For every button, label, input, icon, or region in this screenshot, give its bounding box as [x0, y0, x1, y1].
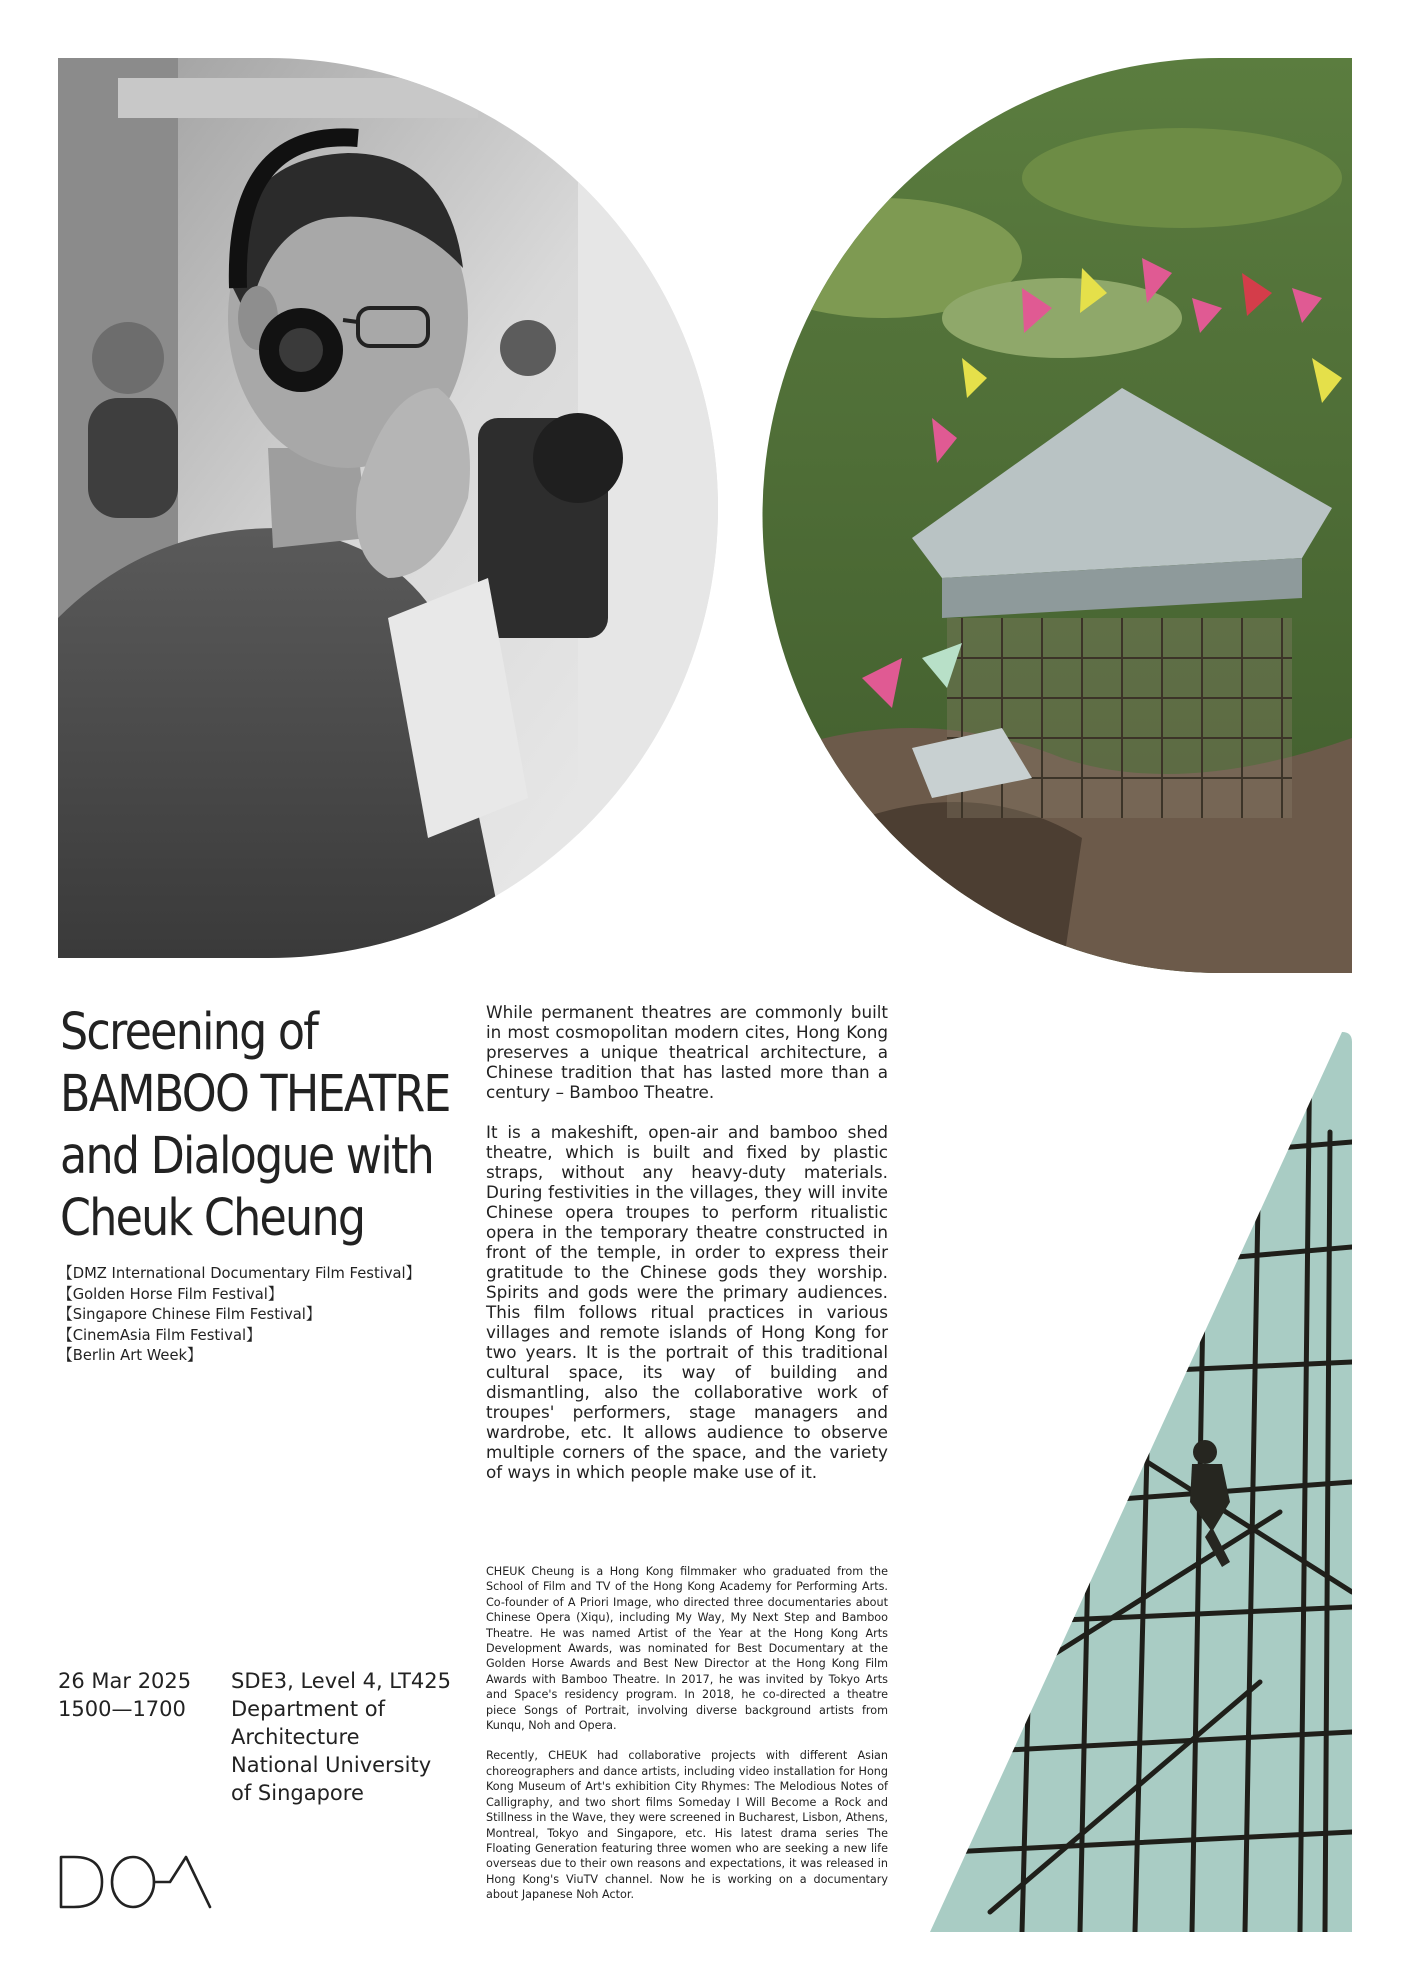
doa-logo — [58, 1854, 213, 1910]
venue-line: National University — [231, 1753, 432, 1777]
festival-item: 【DMZ International Documentary Film Festival】 — [58, 1264, 421, 1282]
event-title — [60, 1002, 450, 1250]
event-datetime — [58, 1667, 233, 1723]
title-line-2: BAMBOO THEATRE — [60, 1065, 450, 1124]
synopsis-paragraph-2: It is a makeshift, open-air and bamboo shed theatre, which is built and fixed by plastic straps, without any heavy-duty materials. During festivities in the villages, they will invite Chinese opera troupes to perform ritualistic opera in the temporary theatre constructed in front of the temple, in order to express their gratitude to the Chinese gods they worship. Spirits and gods were the primary audiences. This film follows ritual practices in various villages and remote islands of Hong Kong for two years. It is the portrait of this traditional cultural space, its way of building and dismantling, also the collaborative work of troupes' performers, stage managers and wardrobe, etc. It allows audience to observe multiple corners of the space, and the variety of ways in which people make use of it. — [486, 1122, 888, 1482]
film-synopsis — [486, 1002, 888, 1502]
festival-list — [58, 1263, 457, 1366]
bamboo-theatre-photo — [762, 58, 1352, 973]
festival-item: 【Berlin Art Week】 — [58, 1346, 202, 1364]
title-line-4: Cheuk Cheung — [60, 1189, 365, 1248]
venue-line: Department of — [231, 1697, 385, 1721]
festival-item: 【Singapore Chinese Film Festival】 — [58, 1305, 321, 1323]
festival-item: 【Golden Horse Film Festival】 — [58, 1284, 283, 1303]
title-line-1: Screening of — [60, 1003, 318, 1062]
bio-paragraph-2: Recently, CHEUK had collaborative projects with different Asian choreographers and dance artists, including video installation for Hong Kong Museum of Art's exhibition City Rhymes: The Melodious Notes of Calligraphy, and two short films Someday I Will Become a Rock and Stillness in the Wave, they were screened in Bucharest, Lisbon, Athens, Montreal, Tokyo and Singapore, etc. His latest drama series The Floating Generation featuring three women who are seeking a new life overseas due to their own reasons and expectations, it was released in Hong Kong's ViuTV channel. Now he is working on a documentary about Japanese Noh Actor. — [486, 1749, 888, 1902]
event-date: 26 Mar 2025 — [58, 1669, 192, 1693]
event-time: 1500—1700 — [58, 1697, 186, 1721]
director-portrait-photo — [58, 58, 718, 958]
festival-item: 【CinemAsia Film Festival】 — [58, 1325, 261, 1344]
venue-line: Architecture — [231, 1725, 360, 1749]
venue-line: of Singapore — [231, 1781, 364, 1805]
bio-paragraph-1: CHEUK Cheung is a Hong Kong filmmaker who graduated from the School of Film and TV of the Hong Kong Academy for Performing Arts. Co-founder of A Priori Image, who directed three documentaries about Chinese Opera (Xiqu), including My Way, My Next Step and Bamboo Theatre. He was named Artist of the Year at the Hong Kong Arts Development Awards, was nominated for Best Documentary at the Golden Horse Awards and Best New Director at the Hong Kong Film Awards with Bamboo Theatre. In 2017, he was invited by Tokyo Arts and Space's residency program. In 2018, he co-directed a theatre piece Songs of Portrait, involving diverse background artists from Kunqu, Noh and Opera. — [486, 1565, 888, 1733]
venue-line: SDE3, Level 4, LT425 — [231, 1669, 452, 1693]
synopsis-paragraph-1: While permanent theatres are commonly built in most cosmopolitan modern cites, Hong Kong preserves a unique theatrical architecture, a Chinese tradition that has lasted more than a century – Bamboo Theatre. — [486, 1002, 888, 1102]
director-bio — [486, 1564, 888, 1918]
title-line-3: and Dialogue with — [60, 1127, 433, 1186]
event-venue — [231, 1667, 481, 1807]
scaffolding-worker-photo — [930, 1032, 1352, 1932]
